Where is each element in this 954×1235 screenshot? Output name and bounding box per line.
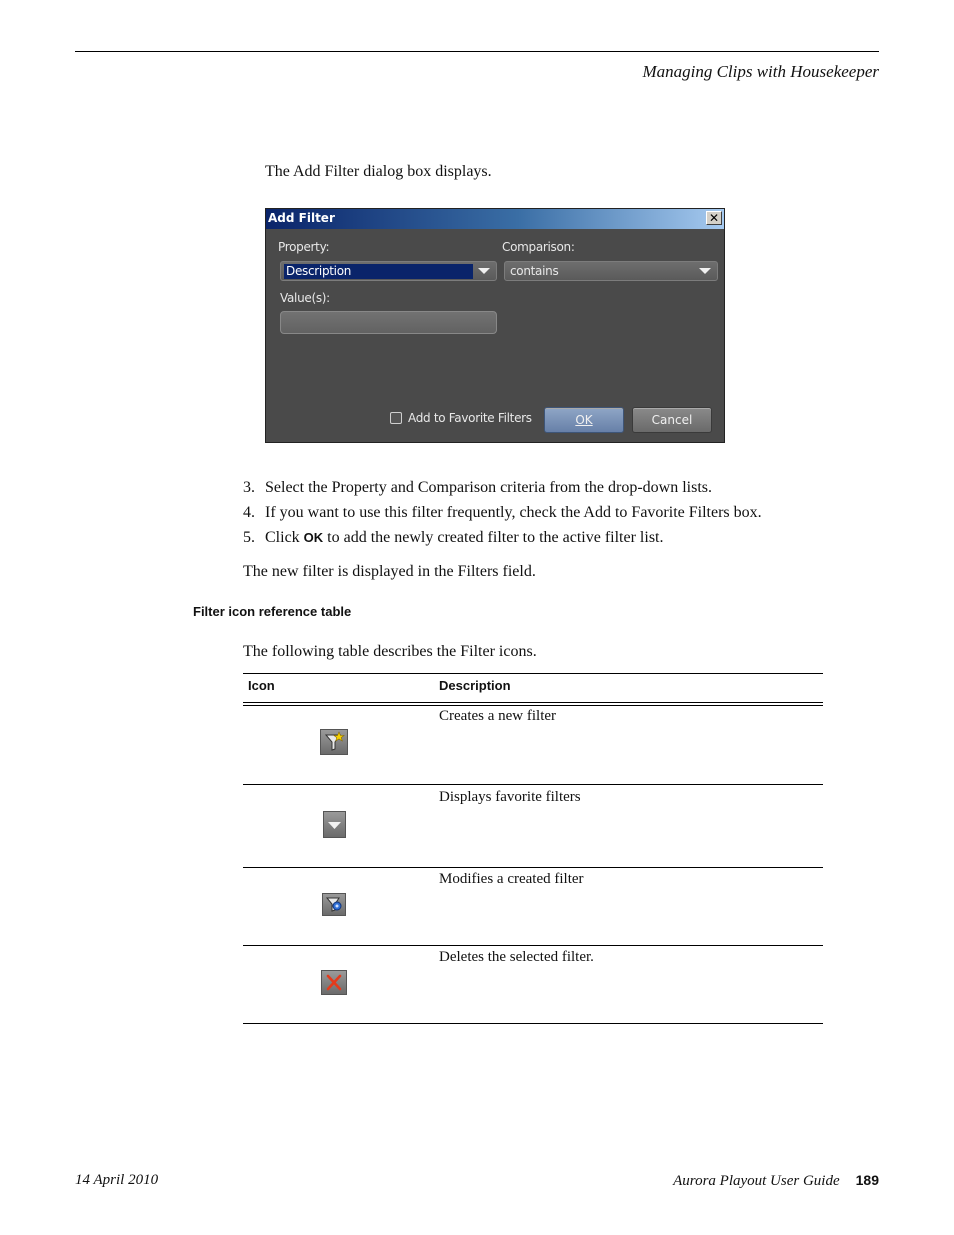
close-icon[interactable]: ✕ — [706, 211, 722, 225]
step-number: 3. — [243, 479, 255, 496]
delete-filter-icon — [321, 970, 347, 995]
step-text: If you want to use this filter frequently, check the Add to Favorite Filters box. — [265, 504, 762, 521]
chevron-down-icon — [478, 268, 490, 274]
step-4 — [243, 503, 762, 523]
step-number: 4. — [243, 504, 255, 521]
comparison-label: Comparison: — [502, 240, 575, 254]
property-label: Property: — [278, 240, 330, 254]
table-intro: The following table describes the Filter icons. — [243, 643, 537, 660]
dialog-title: Add Filter — [268, 211, 335, 225]
edit-filter-icon — [322, 893, 346, 916]
step-number: 5. — [243, 529, 255, 546]
chevron-down-icon — [699, 268, 711, 274]
table-row-description: Deletes the selected filter. — [439, 949, 594, 965]
table-top-rule — [243, 673, 823, 674]
after-steps-text: The new filter is displayed in the Filters field. — [243, 563, 536, 580]
table-row-description: Creates a new filter — [439, 708, 557, 724]
comparison-dropdown[interactable] — [504, 261, 718, 281]
values-input[interactable] — [280, 311, 497, 334]
footer-date: 14 April 2010 — [75, 1172, 159, 1188]
page-number: 189 — [855, 1172, 879, 1188]
column-header-icon: Icon — [248, 678, 275, 693]
favorite-label: Add to Favorite Filters — [408, 411, 532, 425]
header-rule — [75, 51, 879, 52]
step-3 — [243, 478, 713, 498]
add-filter-dialog — [265, 208, 725, 443]
intro-text: The Add Filter dialog box displays. — [265, 163, 492, 180]
cancel-button[interactable] — [632, 407, 712, 433]
property-dropdown[interactable] — [280, 261, 497, 281]
ok-button-label: OK — [575, 413, 593, 427]
favorite-filters-dropdown-icon — [323, 811, 346, 838]
column-header-description: Description — [439, 678, 511, 693]
dialog-title-bar — [266, 209, 724, 229]
table-row-description: Displays favorite filters — [439, 789, 581, 805]
table-row-rule — [243, 784, 823, 785]
table-row-description: Modifies a created filter — [439, 871, 584, 887]
section-heading: Filter icon reference table — [193, 604, 352, 619]
step-text-post: to add the newly created filter to the active filter list. — [323, 529, 664, 546]
running-head: Managing Clips with Housekeeper — [642, 62, 879, 81]
step-5 — [243, 528, 664, 548]
table-header-rule — [243, 702, 823, 703]
values-label: Value(s): — [280, 291, 330, 305]
favorite-checkbox[interactable] — [390, 412, 402, 424]
step-text-pre: Click — [265, 529, 304, 546]
table-header-rule — [243, 705, 823, 706]
footer-right — [673, 1172, 879, 1190]
cancel-button-label: Cancel — [651, 413, 693, 427]
step-text: Select the Property and Comparison criteria from the drop-down lists. — [265, 479, 713, 496]
table-row-rule — [243, 945, 823, 946]
ok-keyword: OK — [303, 530, 324, 545]
new-filter-icon — [320, 729, 348, 755]
step-text — [265, 528, 663, 548]
ok-button[interactable] — [544, 407, 624, 433]
table-row-rule — [243, 867, 823, 868]
property-value: Description — [284, 264, 473, 279]
comparison-value: contains — [510, 264, 559, 278]
footer-guide-title: Aurora Playout User Guide — [673, 1173, 840, 1189]
table-bottom-rule — [243, 1023, 823, 1024]
